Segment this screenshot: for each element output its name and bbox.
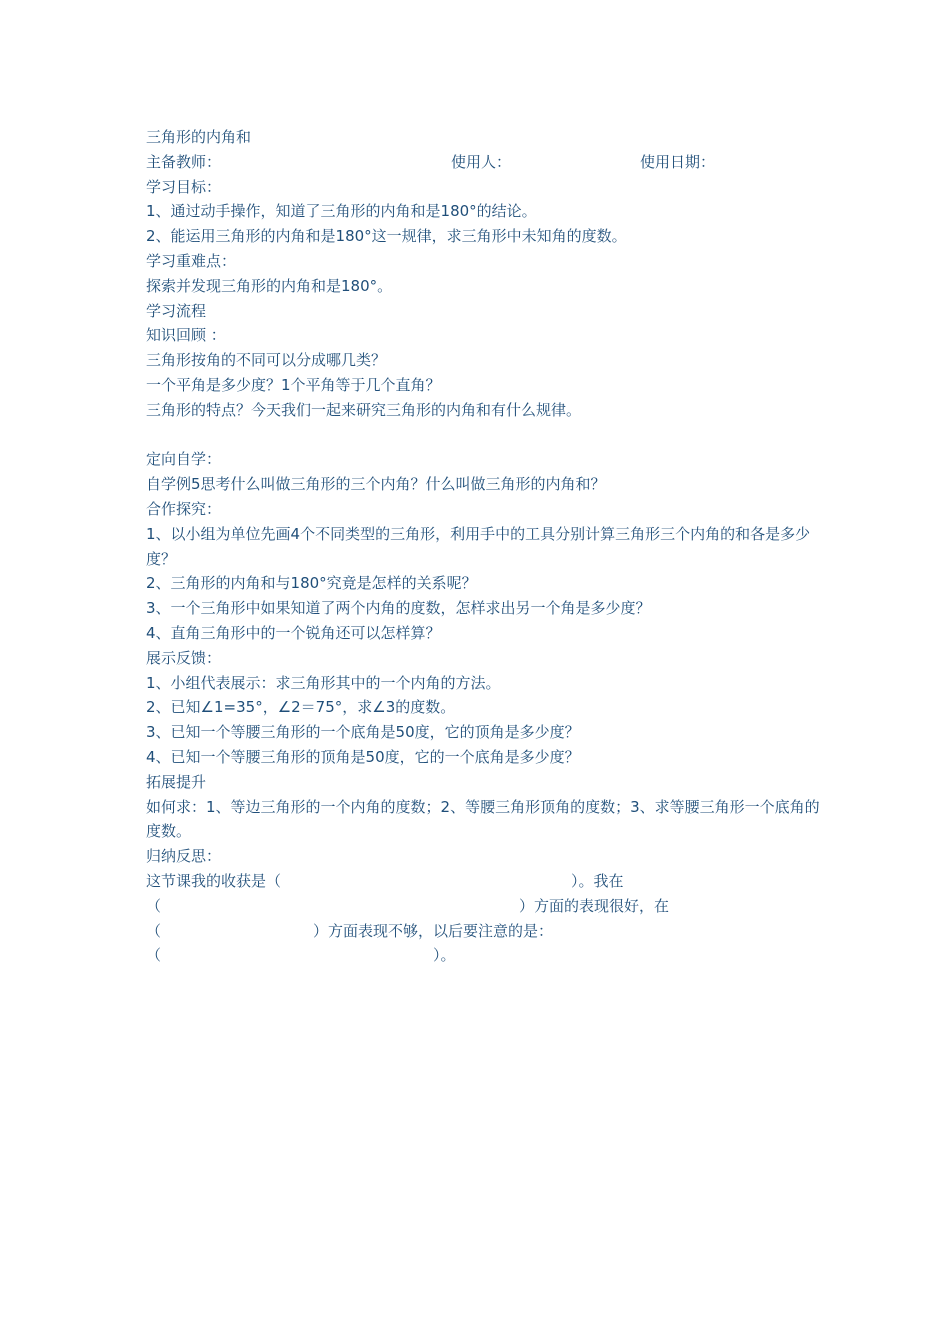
reflection-text: （: [146, 946, 162, 965]
reflection-line: [146, 869, 826, 894]
reflection-text: 这节课我的收获是（: [146, 871, 282, 890]
feedback-item: 4、已知一个等腰三角形的顶角是50度，它的一个底角是多少度？: [146, 747, 580, 766]
key-points-text: 探索并发现三角形的内角和是180°。: [146, 276, 393, 295]
review-item: 三角形按角的不同可以分成哪几类？: [146, 351, 387, 370]
objective-item: 1、通过动手操作，知道了三角形的内角和是180°的结论。: [146, 202, 537, 221]
reflection-text: ）方面的表现很好，在: [519, 896, 670, 915]
reflection-text: ）方面表现不够，以后要注意的是：: [313, 921, 554, 940]
feedback-item: 2、已知∠1=35°，∠2＝75°，求∠3的度数。: [146, 698, 456, 717]
extension-text: 如何求：1、等边三角形的一个内角的度数；2、等腰三角形顶角的度数；3、求等腰三角形一个底角的度数。: [146, 797, 820, 841]
page-title: 三角形的内角和: [146, 128, 252, 146]
cooperation-item: 2、三角形的内角和与180°究竟是怎样的关系呢？: [146, 574, 477, 593]
feedback-item: 1、小组代表展示：求三角形其中的一个内角的方法。: [146, 673, 501, 692]
feedback-heading: 展示反馈：: [146, 648, 222, 667]
extension-heading: 拓展提升: [146, 772, 207, 791]
reflection-line: [146, 894, 826, 919]
review-item: 三角形的特点？今天我们一起来研究三角形的内角和有什么规律。: [146, 400, 582, 419]
feedback-item: 3、已知一个等腰三角形的一个底角是50度，它的顶角是多少度？: [146, 723, 580, 742]
reflection-heading: 归纳反思：: [146, 847, 222, 866]
process-heading: 学习流程: [146, 301, 207, 320]
review-heading: 知识回顾 ：: [146, 326, 226, 345]
objective-item: 2、能运用三角形的内角和是180°这一规律，求三角形中未知角的度数。: [146, 227, 627, 246]
cooperation-heading: 合作探究：: [146, 499, 222, 518]
key-points-heading: 学习重难点：: [146, 251, 237, 270]
reflection-text: （: [146, 921, 162, 940]
reflection-line: [146, 943, 826, 968]
worksheet-page: [146, 125, 826, 968]
blank-line: [146, 423, 826, 448]
header-row: [146, 150, 826, 175]
teacher-label: 主备教师：: [146, 152, 222, 171]
reflection-text: ）。我在: [571, 871, 624, 890]
cooperation-item: 4、直角三角形中的一个锐角还可以怎样算？: [146, 623, 441, 642]
reflection-text: ）。: [433, 946, 456, 965]
self-study-heading: 定向自学：: [146, 450, 222, 469]
self-study-text: 自学例5思考什么叫做三角形的三个内角？什么叫做三角形的内角和？: [146, 475, 606, 494]
cooperation-item: 1、以小组为单位先画4个不同类型的三角形，利用手中的工具分别计算三角形三个内角的和各是多少度？: [146, 524, 811, 568]
date-label: 使用日期：: [640, 152, 716, 171]
reflection-line: [146, 919, 826, 944]
user-label: 使用人：: [451, 152, 512, 171]
reflection-text: （: [146, 896, 162, 915]
objectives-heading: 学习目标：: [146, 177, 222, 196]
review-item: 一个平角是多少度？1个平角等于几个直角？: [146, 375, 441, 394]
cooperation-item: 3、一个三角形中如果知道了两个内角的度数，怎样求出另一个角是多少度？: [146, 599, 651, 618]
